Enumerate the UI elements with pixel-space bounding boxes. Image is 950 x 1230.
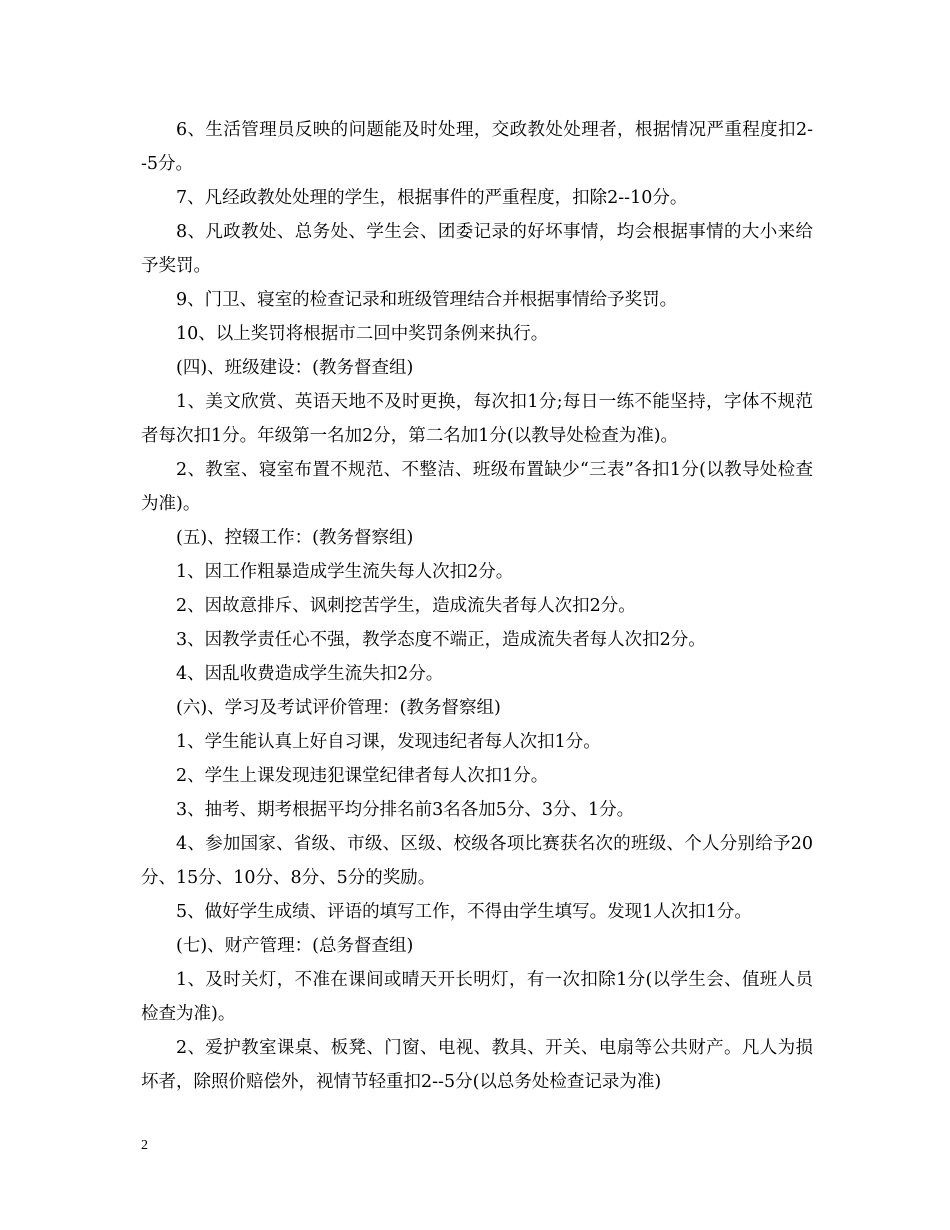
paragraph-study-1: 1、学生能认真上好自习课，发现违纪者每人次扣1分。 [176, 732, 601, 752]
paragraph-class-building-1: 1、美文欣赏、英语天地不及时更换，每次扣1分;每日一练不能坚持，字体不规范者每次扣1分。年级第一名加2分，第二名加1分(以教导处检查为准)。 [141, 392, 813, 446]
section-heading-property: (七)、财产管理：(总务督查组) [176, 936, 414, 956]
document-body [141, 113, 813, 1099]
section-heading-class-building: (四)、班级建设：(教务督查组) [176, 358, 414, 378]
paragraph-item-9-guard-dorm: 9、门卫、寝室的检查记录和班级管理结合并根据事情给予奖罚。 [176, 290, 678, 310]
page-number: 2 [141, 1138, 148, 1153]
paragraph-property-1: 1、及时关灯，不准在课间或晴天开长明灯，有一次扣除1分(以学生会、值班人员检查为准)。 [141, 970, 813, 1024]
paragraph-study-3: 3、抽考、期考根据平均分排名前3名各加5分、3分、1分。 [176, 800, 635, 820]
section-heading-dropout-control: (五)、控辍工作：(教务督察组) [176, 528, 414, 548]
paragraph-dropout-1: 1、因工作粗暴造成学生流失每人次扣2分。 [176, 562, 514, 582]
paragraph-item-6-report-handling: 6、生活管理员反映的问题能及时处理，交政教处处理者，根据情况严重程度扣2--5分。 [141, 120, 813, 174]
paragraph-item-7-political-office: 7、凡经政教处处理的学生，根据事件的严重程度，扣除2--10分。 [176, 188, 688, 208]
paragraph-property-2: 2、爱护教室课桌、板凳、门窗、电视、教具、开关、电扇等公共财产。凡人为损坏者，除照价赔偿外，视情节轻重扣2--5分(以总务处检查记录为准) [141, 1038, 813, 1092]
paragraph-item-8-records-reward: 8、凡政教处、总务处、学生会、团委记录的好坏事情，均会根据事情的大小来给予奖罚。 [141, 222, 813, 276]
paragraph-study-4: 4、参加国家、省级、市级、区级、校级各项比赛获名次的班级、个人分别给予20分、15分、10分、8分、5分的奖励。 [141, 834, 813, 888]
paragraph-dropout-3: 3、因教学责任心不强，教学态度不端正，造成流失者每人次扣2分。 [176, 630, 706, 650]
paragraph-dropout-4: 4、因乱收费造成学生流失扣2分。 [176, 664, 444, 684]
paragraph-study-5: 5、做好学生成绩、评语的填写工作，不得由学生填写。发现1人次扣1分。 [176, 902, 752, 922]
paragraph-item-10-regulations: 10、以上奖罚将根据市二回中奖罚条例来执行。 [176, 324, 549, 344]
section-heading-study-exam: (六)、学习及考试评价管理：(教务督察组) [176, 698, 501, 718]
paragraph-study-2: 2、学生上课发现违犯课堂纪律者每人次扣1分。 [176, 766, 549, 786]
paragraph-class-building-2: 2、教室、寝室布置不规范、不整洁、班级布置缺少“三表”各扣1分(以教导处检查为准)。 [141, 460, 813, 514]
paragraph-dropout-2: 2、因故意排斥、讽刺挖苦学生，造成流失者每人次扣2分。 [176, 596, 636, 616]
